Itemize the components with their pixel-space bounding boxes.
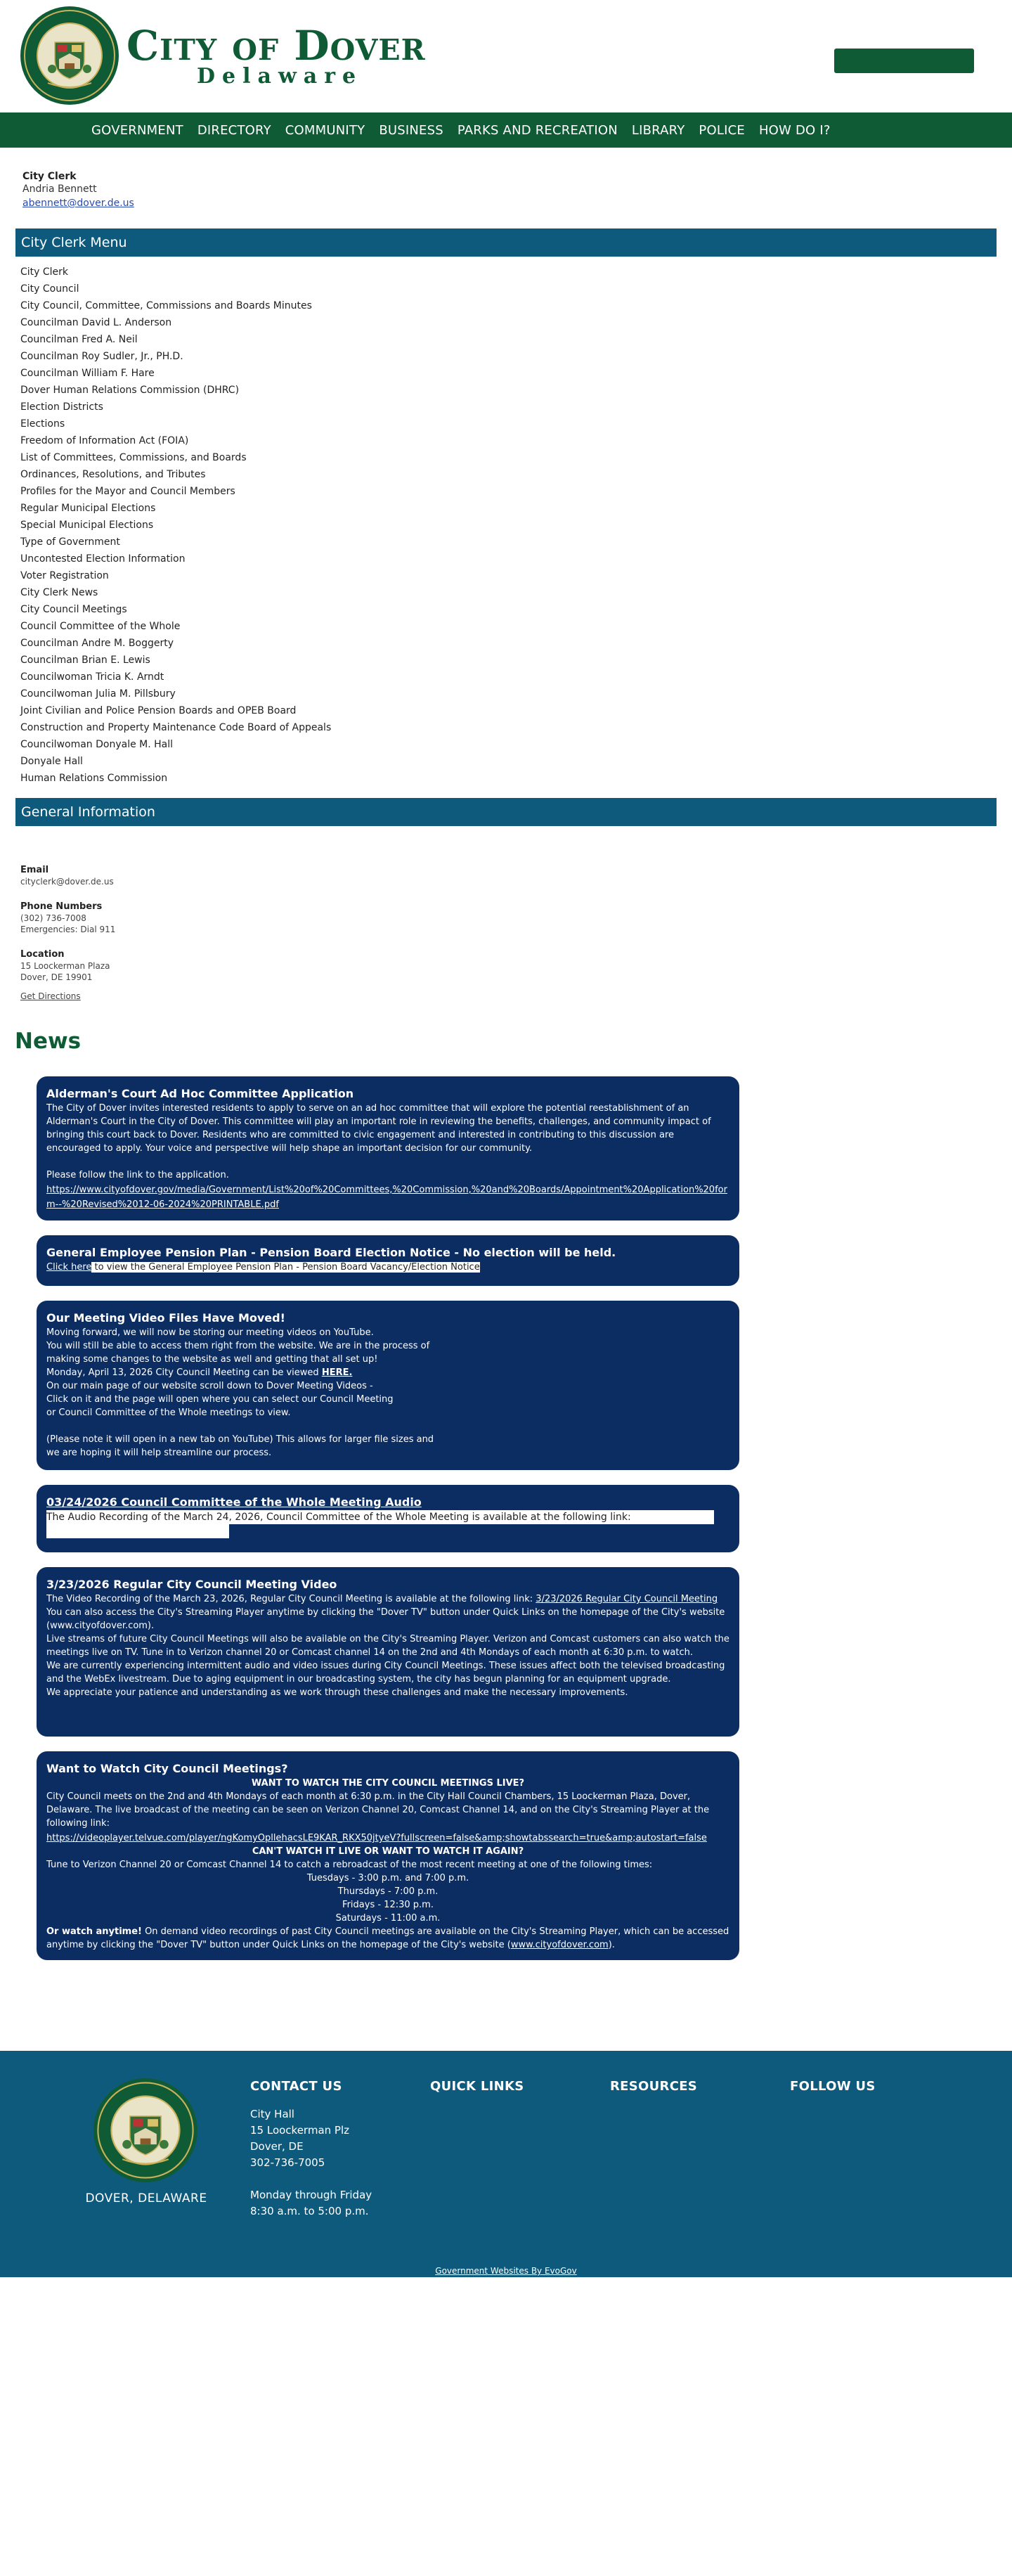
card-line: we are hoping it will help streamline our process. bbox=[46, 1448, 272, 1458]
live-heading: WANT TO WATCH THE CITY COUNCIL MEETINGS LIVE? bbox=[251, 1778, 525, 1789]
menu-item[interactable]: List of Committees, Commissions, and Boards bbox=[20, 452, 247, 463]
footer-seal-logo[interactable] bbox=[93, 2078, 198, 2183]
on-demand-end: ). bbox=[608, 1940, 615, 1950]
menu-item[interactable]: Human Relations Commission bbox=[20, 773, 168, 784]
brand-subtitle: Delaware bbox=[197, 64, 363, 89]
menu-item[interactable]: Donyale Hall bbox=[20, 756, 83, 767]
menu-item[interactable]: Council Committee of the Whole bbox=[20, 621, 181, 632]
card-paragraph: City Council meets on the 2nd and 4th Mondays of each month at 6:30 p.m. in the City Hall Council Chambers, 15 Loockerman Plaza, Dover, Delaware. The live broadcast of the meeting can be seen on Verizon Channel 20, Comcast Channel 14, and on the City's Streaming Player at the following link: bbox=[46, 1791, 710, 1829]
clerk-menu-list bbox=[20, 264, 331, 787]
card-line: (Please note it will open in a new tab on YouTube) This allows for larger file sizes and bbox=[46, 1434, 434, 1445]
meeting-video-link[interactable]: 3/23/2026 Regular City Council Meeting bbox=[536, 1594, 718, 1604]
on-demand-text: On demand video recordings of past City Council meetings are available on the City's Streaming Player, which can be accessed anytime by clicking the "Dover TV" button under Quick Links on the homepage of the City's website ( bbox=[46, 1926, 729, 1950]
phone-label: Phone Numbers bbox=[20, 901, 103, 912]
get-directions-link[interactable]: Get Directions bbox=[20, 991, 81, 1001]
footer-city-name: DOVER, DELAWARE bbox=[85, 2191, 207, 2205]
menu-item[interactable]: Councilwoman Julia M. Pillsbury bbox=[20, 688, 176, 700]
menu-item[interactable]: Uncontested Election Information bbox=[20, 553, 186, 565]
main-navigation bbox=[0, 112, 1012, 148]
general-info-body bbox=[20, 865, 115, 1002]
application-link[interactable]: https://www.cityofdover.gov/media/Government/List%20of%20Committees,%20Commission,%20and%20Boards/Appointment%20Application%20form--%20Revised%2012-06-2024%20PRINTABLE.pdf bbox=[46, 1185, 727, 1210]
menu-item[interactable]: City Council Meetings bbox=[20, 604, 127, 615]
menu-item[interactable]: Construction and Property Maintenance Code Board of Appeals bbox=[20, 722, 332, 733]
menu-item[interactable]: Type of Government bbox=[20, 536, 120, 548]
card-title[interactable]: 03/24/2026 Council Committee of the Whole Meeting Audio bbox=[46, 1495, 422, 1509]
card-line: Moving forward, we will now be storing our meeting videos on YouTube. bbox=[46, 1327, 374, 1338]
card-title[interactable]: Alderman's Court Ad Hoc Committee Application bbox=[46, 1087, 354, 1100]
card-line: making some changes to the website as well and getting that all set up! bbox=[46, 1354, 378, 1365]
card-line: On our main page of our website scroll down to Dover Meeting Videos - bbox=[46, 1381, 373, 1391]
address-line-1: 15 Loockerman Plaza bbox=[20, 961, 110, 971]
menu-item[interactable]: Voter Registration bbox=[20, 570, 109, 581]
menu-item[interactable]: Councilman David L. Anderson bbox=[20, 317, 172, 328]
menu-item[interactable]: Councilman Fred A. Neil bbox=[20, 334, 138, 345]
header-action-button[interactable] bbox=[834, 49, 974, 73]
phone-value[interactable]: (302) 736-7008 bbox=[20, 913, 86, 923]
site-footer bbox=[0, 2051, 1012, 2277]
rebroadcast-heading: CAN'T WATCH IT LIVE OR WANT TO WATCH IT AGAIN? bbox=[252, 1846, 524, 1857]
address-line-2: Dover, DE 19901 bbox=[20, 972, 93, 982]
menu-item[interactable]: Councilman William F. Hare bbox=[20, 368, 155, 379]
menu-item[interactable]: Councilwoman Tricia K. Arndt bbox=[20, 671, 164, 683]
menu-item[interactable]: Regular Municipal Elections bbox=[20, 503, 156, 514]
menu-item[interactable]: City Clerk bbox=[20, 266, 69, 278]
contact-title: City Clerk bbox=[22, 171, 77, 182]
footer-quick-links-heading: QUICK LINKS bbox=[430, 2079, 524, 2094]
footer-contact-heading: CONTACT US bbox=[250, 2079, 342, 2094]
menu-item[interactable]: Joint Civilian and Police Pension Boards and OPEB Board bbox=[20, 705, 297, 716]
card-body: The City of Dover invites interested residents to apply to serve on an ad hoc committee that will explore the potential reestablishment of an Alderman's Court in the City of Dover. This committee will play an important role in reviewing the benefits, challenges, and community impact of bringing this court back to Dover. Residents who are committed to civic engagement and interested in contributing to this discussion are encouraged to apply. Your voice and perspective will help shape an important decision for our community. bbox=[46, 1103, 711, 1154]
contact-name: Andria Bennett bbox=[22, 183, 97, 195]
footer-follow-heading: FOLLOW US bbox=[790, 2079, 876, 2094]
location-label: Location bbox=[20, 949, 65, 960]
nav-business[interactable]: BUSINESS bbox=[379, 122, 443, 138]
card-follow-text: Please follow the link to the application. bbox=[46, 1170, 229, 1180]
menu-item[interactable]: Councilman Andre M. Boggerty bbox=[20, 638, 174, 649]
video-intro-text: The Video Recording of the March 23, 2026, Regular City Council Meeting is available at the following link: bbox=[46, 1594, 536, 1604]
nav-library[interactable]: LIBRARY bbox=[631, 122, 685, 138]
menu-item[interactable]: City Council bbox=[20, 283, 79, 295]
clerk-menu-heading: City Clerk Menu bbox=[15, 228, 997, 257]
rebroadcast-time: Tuesdays - 3:00 p.m. and 7:00 p.m. bbox=[306, 1873, 469, 1883]
city-website-link[interactable]: www.cityofdover.com bbox=[510, 1940, 609, 1950]
streaming-player-link[interactable]: https://videoplayer.telvue.com/player/ngKomyOpllehacsLE9KAR_RKX50jtyeV?fullscreen=false&amp;showtabssearch=true&amp;autostart=false bbox=[46, 1833, 707, 1843]
here-link[interactable]: HERE. bbox=[321, 1367, 353, 1378]
city-seal-logo[interactable] bbox=[20, 6, 119, 105]
menu-item[interactable]: Councilman Roy Sudler, Jr., PH.D. bbox=[20, 351, 183, 362]
email-label: Email bbox=[20, 865, 49, 875]
location-block bbox=[20, 949, 115, 983]
email-block bbox=[20, 865, 115, 887]
card-paragraph: Live streams of future City Council Meetings will also be available on the City's Streaming Player. Verizon and Comcast customers can also watch the meetings live on TV. Tune in to Verizon channel 20 or Comcast channel 14 on the 2nd and 4th Mondays of each month at 6:30 p.m. to watch. bbox=[46, 1634, 729, 1658]
menu-item[interactable]: City Clerk News bbox=[20, 587, 98, 598]
rebroadcast-time: Thursdays - 7:00 p.m. bbox=[337, 1886, 439, 1897]
card-line: Click on it and the page will open where you can select our Council Meeting bbox=[46, 1394, 394, 1405]
footer-contact-line: Dover, DE bbox=[250, 2140, 304, 2153]
nav-government[interactable]: GOVERNMENT bbox=[91, 122, 183, 138]
news-card-video-files bbox=[37, 1301, 739, 1470]
nav-police[interactable]: POLICE bbox=[699, 122, 745, 138]
menu-item[interactable]: Councilwoman Donyale M. Hall bbox=[20, 739, 174, 750]
card-line: You will still be able to access them right from the website. We are in the process of bbox=[46, 1341, 430, 1351]
footer-contact-column bbox=[250, 2079, 372, 2220]
audio-notice-text: The Audio Recording of the March 24, 2026, Council Committee of the Whole Meeting is available at the following link: bbox=[46, 1510, 714, 1524]
footer-hours-line: 8:30 a.m. to 5:00 p.m. bbox=[250, 2205, 369, 2217]
audio-link-box[interactable] bbox=[46, 1524, 229, 1538]
rebroadcast-time: Fridays - 12:30 p.m. bbox=[342, 1900, 434, 1910]
news-card-watch-council bbox=[37, 1751, 739, 1960]
footer-resources-column bbox=[610, 2079, 697, 2106]
general-info-section bbox=[0, 798, 1012, 826]
news-card-alderman bbox=[37, 1076, 739, 1221]
click-here-link[interactable]: Click here bbox=[46, 1262, 92, 1273]
menu-item[interactable]: Ordinances, Resolutions, and Tributes bbox=[20, 469, 206, 480]
card-title[interactable]: 3/23/2026 Regular City Council Meeting Video bbox=[46, 1578, 337, 1591]
menu-item[interactable]: Freedom of Information Act (FOIA) bbox=[20, 435, 189, 446]
watch-anytime-label: Or watch anytime! bbox=[46, 1926, 142, 1937]
menu-item[interactable]: Dover Human Relations Commission (DHRC) bbox=[20, 385, 240, 396]
card-line: or Council Committee of the Whole meetings to view. bbox=[46, 1408, 291, 1418]
brand-title: City of Dover bbox=[126, 22, 426, 70]
news-heading: News bbox=[15, 1029, 82, 1054]
card-title[interactable]: General Employee Pension Plan - Pension Board Election Notice - No election will be held. bbox=[46, 1246, 616, 1259]
news-card-committee-audio bbox=[37, 1485, 739, 1552]
brand-wordmark[interactable] bbox=[126, 22, 426, 89]
menu-item[interactable]: Profiles for the Mayor and Council Members bbox=[20, 486, 235, 497]
site-header bbox=[0, 0, 1012, 112]
card-paragraph: Tune to Verizon Channel 20 or Comcast Channel 14 to catch a rebroadcast of the most recent meeting at one of the following times: bbox=[46, 1860, 653, 1870]
footer-quick-links-column bbox=[430, 2079, 524, 2106]
card-paragraph: We appreciate your patience and understanding as we work through these challenges and make the necessary improvements. bbox=[46, 1687, 628, 1698]
card-paragraph: We are currently experiencing intermittent audio and video issues during City Council Meetings. These issues affect both the televised broadcasting and the WebEx livestream. Due to aging equipment in our broadcasting system, the city has begun planning for an equipment upgrade. bbox=[46, 1661, 725, 1685]
menu-item[interactable]: City Council, Committee, Commissions and Boards Minutes bbox=[20, 300, 312, 311]
nav-community[interactable]: COMMUNITY bbox=[285, 122, 365, 138]
card-title[interactable]: Our Meeting Video Files Have Moved! bbox=[46, 1311, 285, 1325]
news-card-council-video bbox=[37, 1567, 739, 1737]
menu-item[interactable]: Election Districts bbox=[20, 401, 103, 413]
menu-item[interactable]: Elections bbox=[20, 418, 65, 430]
footer-resources-heading: RESOURCES bbox=[610, 2079, 698, 2094]
footer-contact-line: 15 Loockerman Plz bbox=[250, 2124, 349, 2137]
general-info-heading: General Information bbox=[15, 798, 997, 826]
phone-block bbox=[20, 901, 115, 935]
menu-item[interactable]: Special Municipal Elections bbox=[20, 520, 154, 531]
news-card-pension bbox=[37, 1235, 739, 1286]
rebroadcast-time: Saturdays - 11:00 a.m. bbox=[335, 1913, 441, 1924]
footer-hours-line: Monday through Friday bbox=[250, 2189, 372, 2201]
nav-how-do-i[interactable]: HOW DO I? bbox=[758, 122, 831, 138]
clerk-menu-section bbox=[0, 228, 1012, 257]
email-value[interactable]: cityclerk@dover.de.us bbox=[20, 877, 114, 887]
contact-email-link[interactable]: abennett@dover.de.us bbox=[22, 198, 134, 209]
emergency-value: Emergencies: Dial 911 bbox=[20, 925, 116, 934]
nav-parks-and-recreation[interactable]: PARKS AND RECREATION bbox=[457, 122, 618, 138]
footer-phone[interactable]: 302-736-7005 bbox=[250, 2156, 325, 2169]
pension-notice-text: to view the General Employee Pension Plan - Pension Board Vacancy/Election Notice bbox=[91, 1262, 480, 1273]
card-title[interactable]: Want to Watch City Council Meetings? bbox=[46, 1762, 288, 1775]
monday-text: Monday, April 13, 2026 City Council Meeting can be viewed bbox=[46, 1367, 322, 1378]
footer-contact-line: City Hall bbox=[250, 2108, 294, 2120]
card-paragraph: You can also access the City's Streaming Player anytime by clicking the "Dover TV" button under Quick Links on the homepage of the City's website (www.cityofdover.com). bbox=[46, 1607, 725, 1631]
nav-directory[interactable]: DIRECTORY bbox=[197, 122, 271, 138]
menu-item[interactable]: Councilman Brian E. Lewis bbox=[20, 655, 150, 666]
footer-credit-link[interactable]: Government Websites By EvoGov bbox=[435, 2266, 577, 2276]
footer-follow-column bbox=[790, 2079, 876, 2106]
